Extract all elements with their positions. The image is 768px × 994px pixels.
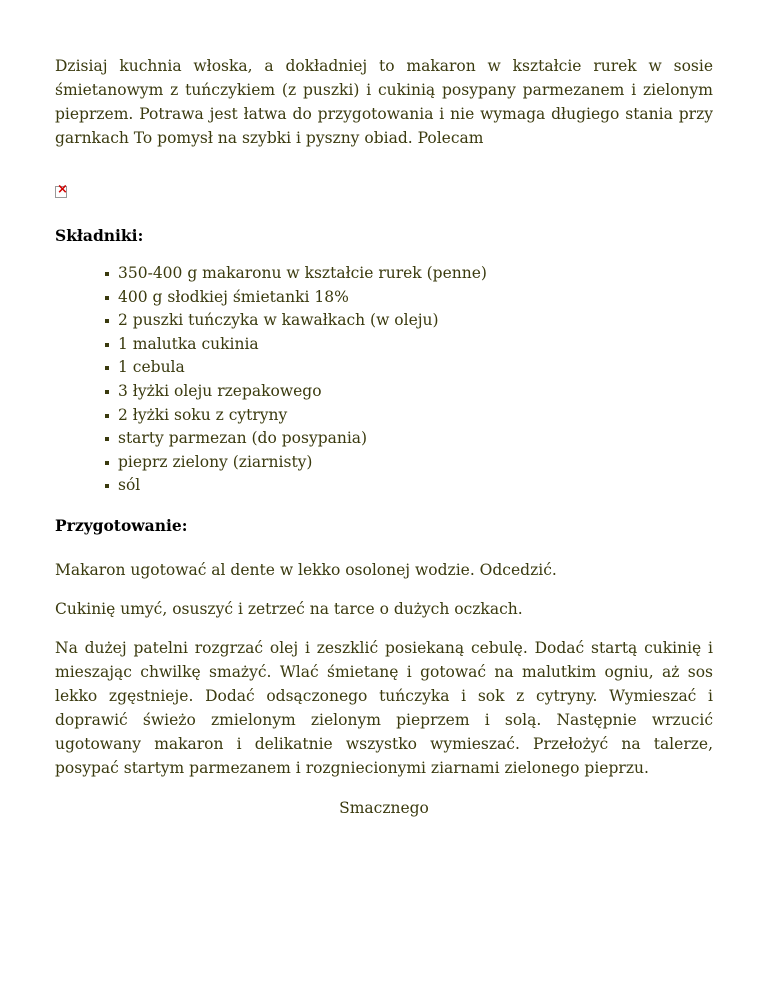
list-item: 2 łyżki soku z cytryny bbox=[105, 404, 487, 428]
preparation-step: Na dużej patelni rozgrzać olej i zeszklić posiekaną cebulę. Dodać startą cukinię i mieszając chwilkę smażyć. Wlać śmietanę i gotować na malutkim ogniu, aż sos lekko zgęstnieje. Dodać odsączonego tuńczyka i sok z cytryny. Wymieszać i doprawić świeżo zmielonym zielonym pieprzem i solą. Następnie wrzucić ugotowany makaron i delikatnie wszystko wymieszać. Przełożyć na talerze, posypać startym parmezanem i rozgniecionymi ziarnami zielonego pieprzu. bbox=[55, 639, 713, 777]
ingredients-list bbox=[105, 262, 487, 498]
closing-line: Smacznego bbox=[339, 799, 429, 817]
list-item: 1 malutka cukinia bbox=[105, 333, 487, 357]
list-item: 1 cebula bbox=[105, 356, 487, 380]
list-item: 400 g słodkiej śmietanki 18% bbox=[105, 286, 487, 310]
intro-paragraph: Dzisiaj kuchnia włoska, a dokładniej to makaron w kształcie rurek w sosie śmietanowym z tuńczykiem (z puszki) i cukinią posypany parmezanem i zielonym pieprzem. Potrawa jest łatwa do przygotowania i nie wymaga długiego stania przy garnkach To pomysł na szybki i pyszny obiad. Polecam bbox=[55, 57, 713, 147]
list-item: starty parmezan (do posypania) bbox=[105, 427, 487, 451]
list-item: sól bbox=[105, 474, 487, 498]
broken-image-icon[interactable] bbox=[55, 186, 67, 198]
preparation-step: Cukinię umyć, osuszyć i zetrzeć na tarce o dużych oczkach. bbox=[55, 600, 523, 618]
list-item: 350-400 g makaronu w kształcie rurek (penne) bbox=[105, 262, 487, 286]
preparation-step: Makaron ugotować al dente w lekko osolonej wodzie. Odcedzić. bbox=[55, 561, 557, 579]
preparation-heading: Przygotowanie: bbox=[55, 516, 188, 535]
list-item: 2 puszki tuńczyka w kawałkach (w oleju) bbox=[105, 309, 487, 333]
list-item: pieprz zielony (ziarnisty) bbox=[105, 451, 487, 475]
list-item: 3 łyżki oleju rzepakowego bbox=[105, 380, 487, 404]
ingredients-heading: Składniki: bbox=[55, 226, 144, 245]
